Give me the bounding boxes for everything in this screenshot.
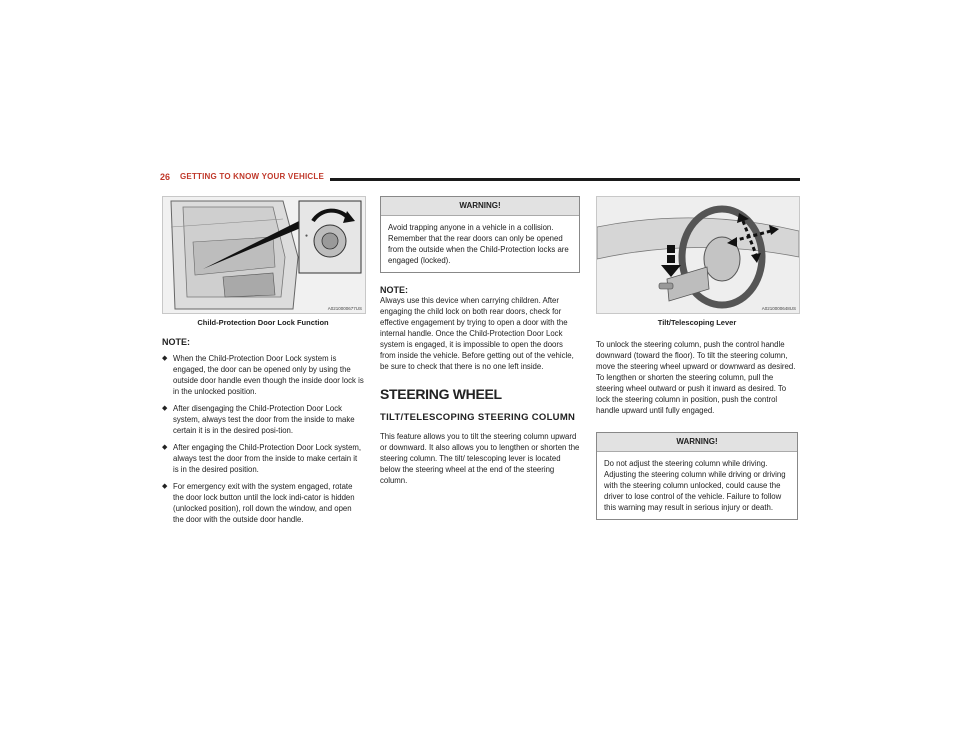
middle-column xyxy=(380,196,580,486)
warning-text: Do not adjust the steering column while driving. Adjusting the steering column while driving or driving with the steering column unlocked, could cause the driver to lose control of the vehicle. Failure to follow this warning may result in serious injury or death. xyxy=(604,459,786,512)
warning-box xyxy=(380,196,580,273)
warning-title: WARNING! xyxy=(381,197,579,216)
warning-text: Avoid trapping anyone in a vehicle in a collision. Remember that the rear doors can only be opened from the outside when the Child-Protection locks are engaged (locked). xyxy=(388,223,569,265)
body-text: This feature allows you to tilt the steering column upward or downward. It also allows you to lengthen or shorten the steering column. The tilt/ telescoping lever is located below the steering wheel at the end of the steering column. xyxy=(380,432,580,485)
warning-box xyxy=(596,432,798,520)
body-text: To unlock the steering column, push the control handle downward (toward the floor). To tilt the steering column, move the steering wheel upward or downward as desired. To lengthen or shorten the steering column, pull the steering wheel outward or push it inward as desired. To lock the steering column in position, push the control handle upward until fully engaged. xyxy=(596,340,796,415)
bullet-icon: ◆ xyxy=(162,444,168,451)
figure-code: A0210000677US xyxy=(327,306,362,311)
figure-caption: Child-Protection Door Lock Function xyxy=(197,318,329,327)
bullet-icon: ◆ xyxy=(162,483,168,490)
page-number: 26 xyxy=(160,172,171,182)
bullet-icon: ◆ xyxy=(162,405,168,412)
warning-title: WARNING! xyxy=(597,433,797,452)
note-label: NOTE: xyxy=(162,337,190,347)
list-item: ◆ For emergency exit with the system engaged, rotate the door lock button until the lock indi-cator is hidden (unlocked position), roll down the window, and open the door with the outside door handle. xyxy=(162,482,355,524)
note-label: NOTE: xyxy=(380,285,408,295)
header-rule xyxy=(330,178,800,181)
note-text: Always use this device when carrying children. After engaging the child lock on both rear doors, check for effective engagement by trying to open a door with the internal handle. Once the Child-Protection Door Lock system is engaged, it is impossible to open the doors from inside the vehicle. Before getting out of the vehicle, be sure to check that there is no one left inside. xyxy=(380,296,574,371)
list-item: ◆ After engaging the Child-Protection Door Lock system, always test the door from the inside to make certain it is in the desired position. xyxy=(162,443,362,474)
notes-list xyxy=(162,353,364,525)
figure-code: A0210000648US xyxy=(761,306,796,311)
door-illustration xyxy=(163,197,365,313)
subsection-heading: TILT/TELESCOPING STEERING COLUMN xyxy=(380,412,576,423)
bullet-icon: ◆ xyxy=(162,355,168,362)
page-header xyxy=(160,172,800,186)
section-title: GETTING TO KNOW YOUR VEHICLE xyxy=(180,172,324,181)
left-column xyxy=(162,196,364,531)
right-column xyxy=(596,196,798,520)
section-heading: STEERING WHEEL xyxy=(380,386,502,402)
steering-figure xyxy=(596,196,800,314)
svg-text:●: ● xyxy=(305,233,309,239)
steering-illustration xyxy=(597,197,799,313)
list-item: ◆ When the Child-Protection Door Lock system is engaged, the door can be opened only by using the outside door handle even though the inside door lock is in the unlocked position. xyxy=(162,354,364,396)
child-lock-figure xyxy=(162,196,366,314)
list-item: ◆ After disengaging the Child-Protection Door Lock system, always test the door from the inside to make certain it is in the desired posi-tion. xyxy=(162,404,355,435)
figure-caption: Tilt/Telescoping Lever xyxy=(657,318,737,327)
